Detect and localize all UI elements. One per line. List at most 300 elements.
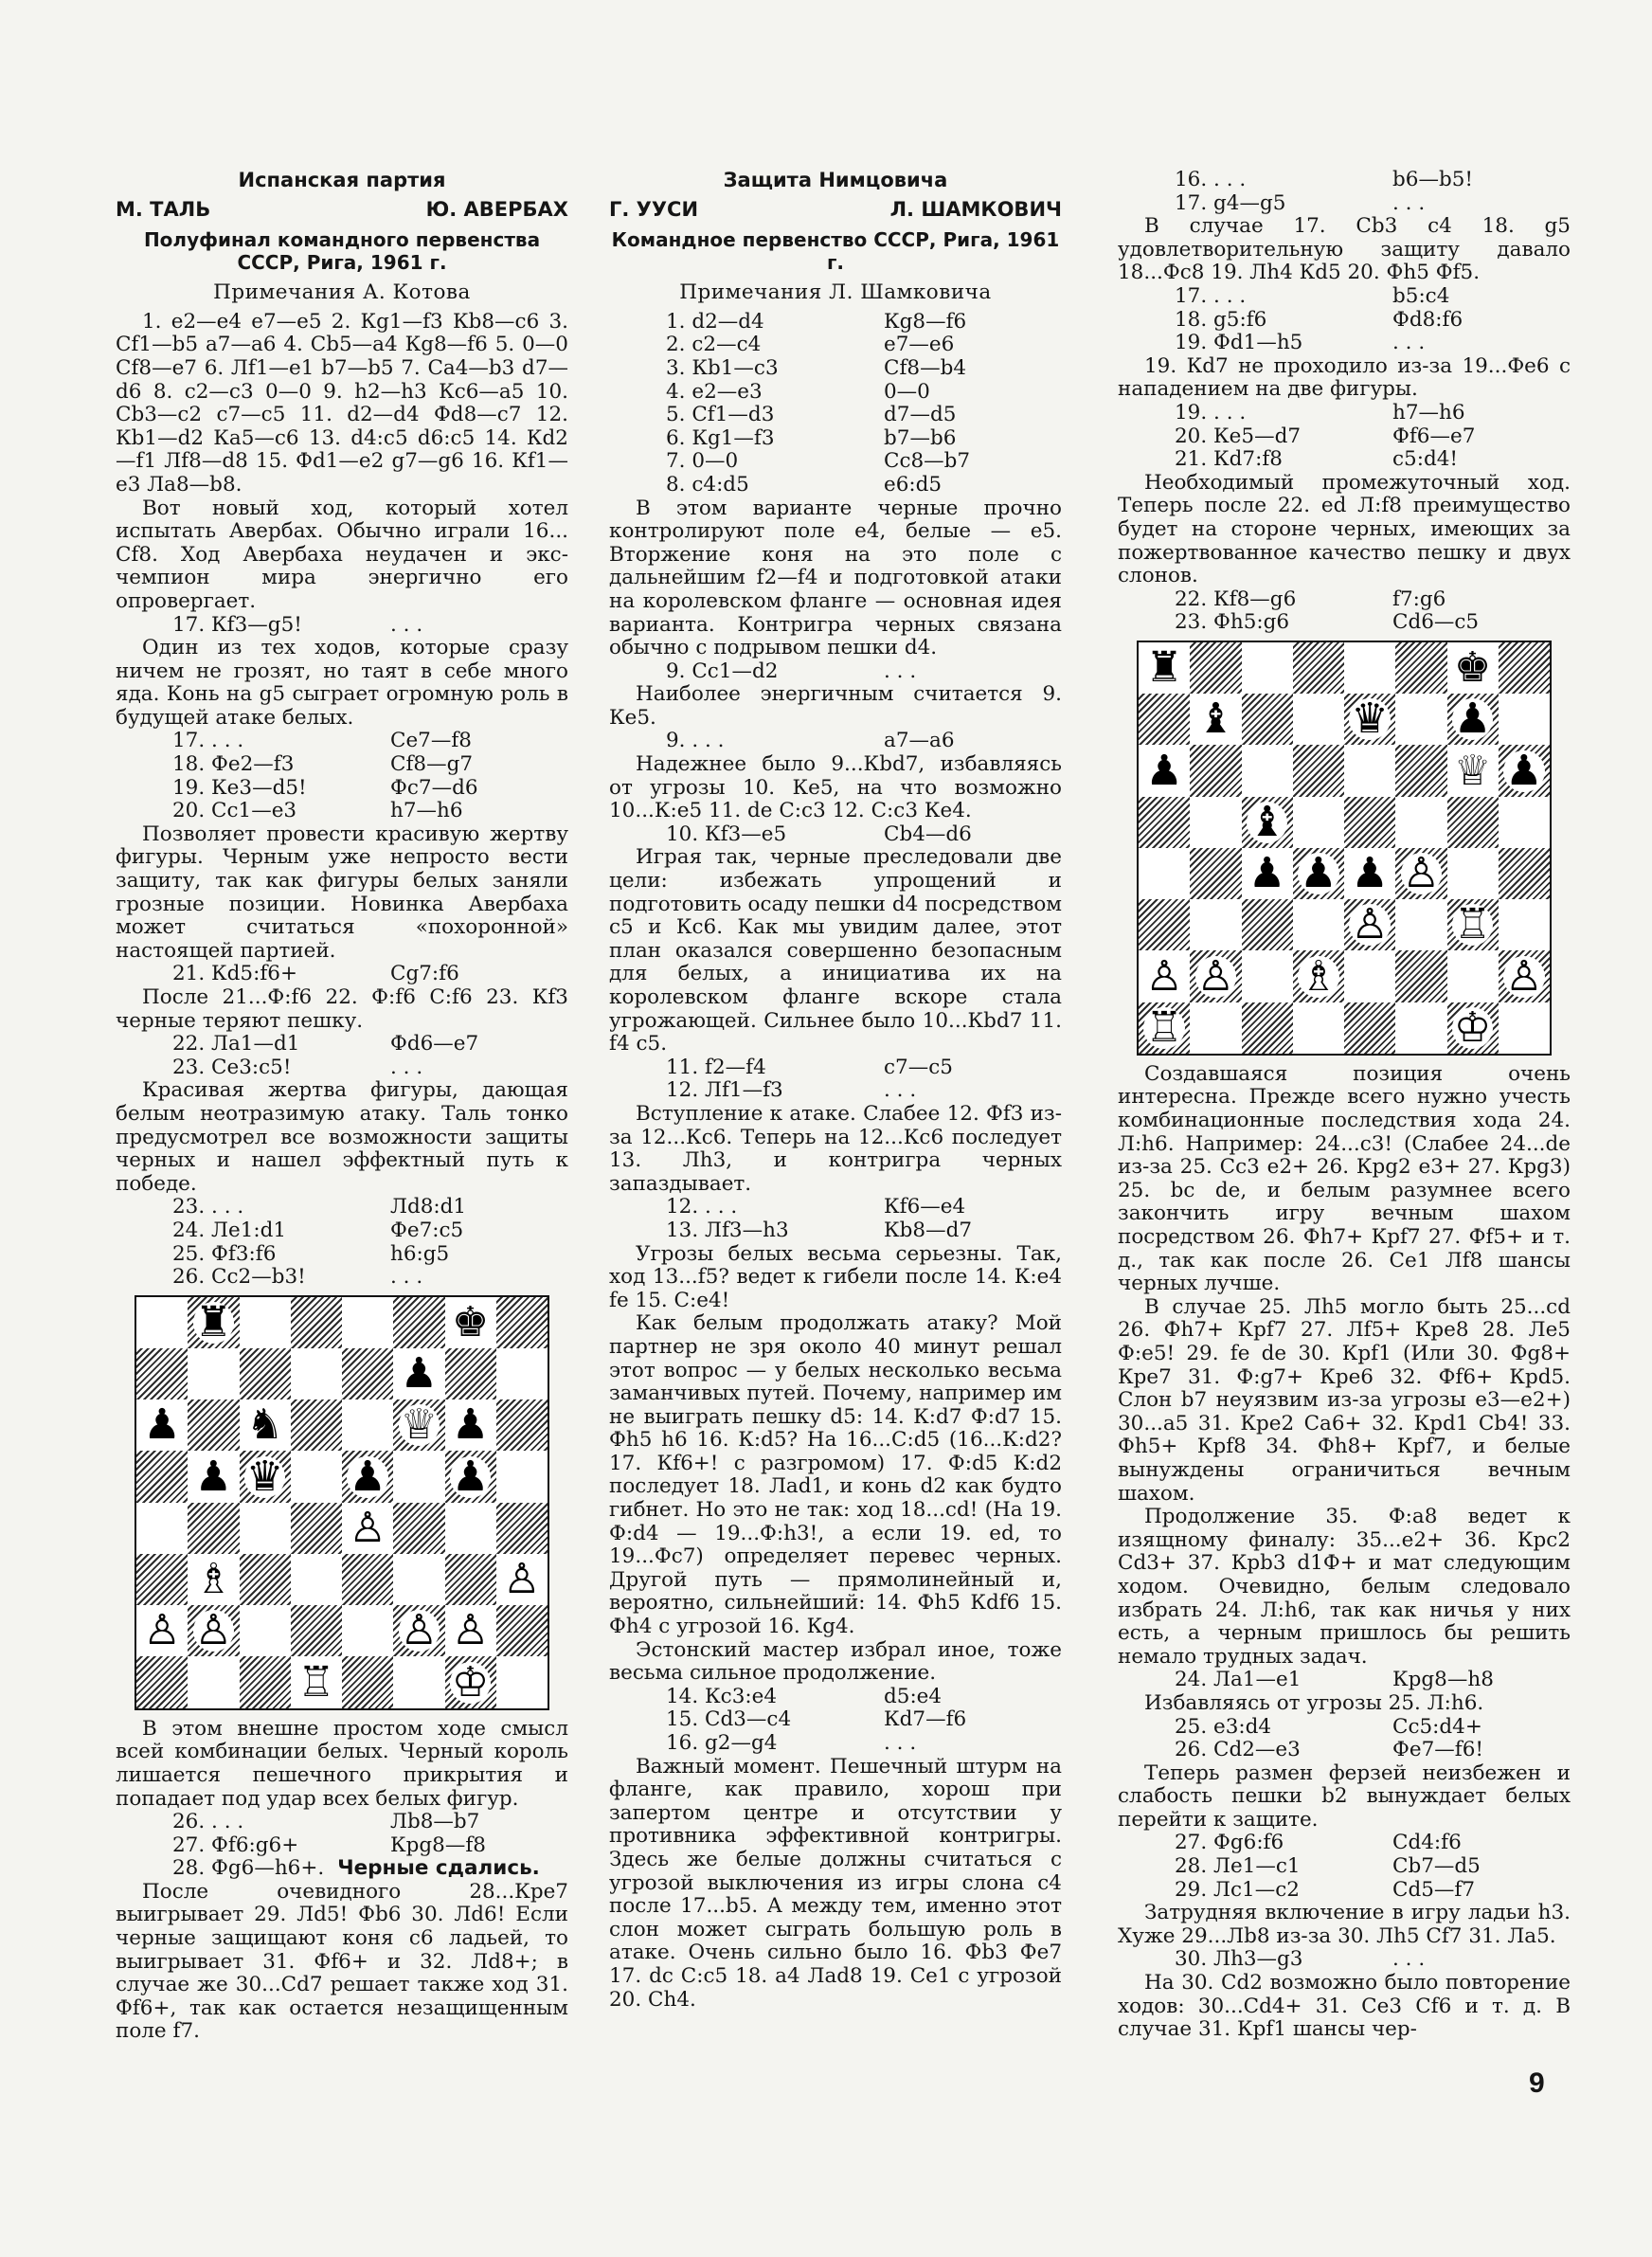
- white-move: 4. е2—е3: [666, 379, 763, 404]
- black-player: Л. ШАМКОВИЧ: [889, 197, 1062, 221]
- chess-piece: ♙: [349, 1503, 386, 1552]
- board-square: [342, 1656, 393, 1707]
- board-square: [496, 1554, 548, 1605]
- black-move: . . .: [1392, 190, 1426, 215]
- white-move: 20. Ке5—d7: [1175, 424, 1302, 448]
- black-move: h7—h6: [390, 799, 463, 823]
- chess-diagram: [1137, 641, 1552, 1056]
- move-row: [116, 730, 568, 753]
- board-square: [445, 1399, 496, 1451]
- opening-title: Испанская партия: [238, 169, 446, 191]
- board-square: [445, 1451, 496, 1502]
- board-square: [445, 1656, 496, 1707]
- white-move: 8. с4:d5: [666, 472, 749, 497]
- opening-title: Защита Нимцовича: [723, 169, 948, 191]
- board-square: [496, 1348, 548, 1399]
- board-square: [1139, 1002, 1190, 1054]
- move-row: [116, 800, 568, 823]
- move-row: [609, 660, 1062, 684]
- black-move: а7—а6: [884, 729, 955, 753]
- board-square: [1447, 899, 1499, 950]
- board-square: [240, 1297, 291, 1348]
- white-move: 24. Ле1:d1: [172, 1218, 287, 1242]
- board-square: [445, 1554, 496, 1605]
- white-move: 16. . . .: [1175, 168, 1247, 191]
- chess-piece: ♙: [194, 1606, 233, 1655]
- move-row: [116, 1196, 568, 1219]
- white-move: 19. Ке3—d5!: [172, 775, 307, 800]
- black-move: Крg8—h8: [1392, 1668, 1494, 1692]
- move-list: [1118, 169, 1571, 215]
- board-square: [1395, 848, 1446, 899]
- board-square: [445, 1605, 496, 1656]
- board-square: [1447, 642, 1499, 694]
- move-row: [116, 963, 568, 986]
- white-move: 21. Кd7:f8: [1175, 447, 1283, 472]
- board-square: [1344, 797, 1395, 848]
- move-row: [609, 357, 1062, 381]
- move-row: [609, 427, 1062, 451]
- move-row: [609, 381, 1062, 405]
- board-square: [291, 1503, 342, 1554]
- chess-piece: ♟: [1145, 746, 1183, 795]
- board-square: [1395, 694, 1446, 745]
- move-row: [1118, 1879, 1571, 1903]
- white-move: 11. f2—f4: [666, 1055, 766, 1079]
- white-move: 3. Кb1—с3: [666, 355, 779, 380]
- board-square: [1344, 950, 1395, 1002]
- white-move: 19. . . .: [1175, 400, 1247, 424]
- board-square: [1190, 950, 1241, 1002]
- board-square: [496, 1297, 548, 1348]
- board-square: [136, 1503, 188, 1554]
- board-square: [1395, 642, 1446, 694]
- white-move: 17. . . .: [1175, 283, 1247, 308]
- board-square: [1499, 642, 1550, 694]
- board-square: [1499, 899, 1550, 950]
- white-move: 5. Сf1—d3: [666, 403, 775, 427]
- move-list: [609, 823, 1062, 847]
- move-list: [1118, 1948, 1571, 1972]
- board-square: [1344, 848, 1395, 899]
- move-row: [116, 1811, 568, 1834]
- black-move: е7—е6: [884, 333, 955, 357]
- board-square: [1190, 899, 1241, 950]
- chess-piece: ♟: [1505, 746, 1543, 795]
- board-square: [1293, 899, 1344, 950]
- board-square: [1447, 848, 1499, 899]
- chess-piece: ♙: [1145, 951, 1183, 1001]
- move-list: [1118, 1669, 1571, 1692]
- white-move: 18. Фе2—f3: [172, 752, 295, 777]
- chess-piece: ♟: [194, 1452, 233, 1501]
- black-move: . . .: [884, 1078, 917, 1103]
- event-title: Полуфинал командного первенства СССР, Рига, 1961 г.: [143, 228, 541, 275]
- board-square: [291, 1554, 342, 1605]
- black-move: Кb8—d7: [884, 1218, 973, 1242]
- paragraph: В случае 25. Лh5 могло быть 25...сd 26. Фh7+ Крf7 27. Лf5+ Кре8 28. Ле5 Ф:е5! 29. fе dе 30. Крf1 (Или 30. Фg8+ Кре7 31. Ф:g7+ Кре6 32. Фf6+ Крd5. Слон b7 неуязвим из-за угрозы е3—е2+) 30...а5 31. Кре2 Са6+ 32. Крd1 Сb4! 33. Фh5+ Крf8 34. Фh8+ Крf7, и белые вынуждены ограничиться вечным шахом.: [1118, 1294, 1571, 1506]
- move-row: [609, 474, 1062, 497]
- paragraph: Продолжение 35. Ф:а8 ведет к изящному финалу: 35...е2+ 36. Крс2 Сd3+ 37. Крb3 d1Ф+ и мат следующим ходом. Очевидно, белым следовало избрать 24. Л:h6, так как ничья у них есть, а черным пришлось бы решить немало трудных задач.: [1118, 1505, 1571, 1669]
- black-move: Фе7—f6!: [1392, 1738, 1484, 1762]
- black-move: Сb4—d6: [884, 822, 972, 846]
- white-move: 17. . . .: [172, 729, 244, 753]
- white-move: 15. Сd3—с4: [666, 1707, 792, 1732]
- board-square: [240, 1503, 291, 1554]
- move-row: [609, 823, 1062, 847]
- chess-piece: ♝: [1196, 695, 1235, 744]
- black-move: Фd6—е7: [390, 1032, 479, 1056]
- white-move: 27. Фg6:f6: [1175, 1831, 1284, 1855]
- move-row: [609, 1056, 1062, 1080]
- board-square: [188, 1399, 239, 1451]
- move-list: [1118, 1716, 1571, 1762]
- board-square: [393, 1554, 444, 1605]
- paragraph: В случае 17. Сb3 с4 18. g5 удовлетворительную защиту давало 18...Фс8 19. Лh4 Кd5 20. Фh5 Фf5.: [1118, 214, 1571, 285]
- chess-piece: ♖: [1453, 900, 1492, 949]
- chess-piece: ♟: [1453, 695, 1492, 744]
- chess-piece: ♟: [349, 1452, 386, 1501]
- chess-piece: ♛: [245, 1452, 284, 1501]
- white-move: 14. Кс3:е4: [666, 1684, 778, 1708]
- board-square: [1190, 848, 1241, 899]
- annotator: Примечания Л. Шамковича: [679, 280, 992, 305]
- black-move: е6:d5: [884, 472, 943, 497]
- black-move: Лb8—b7: [390, 1810, 480, 1834]
- annotator: Примечания А. Котова: [213, 280, 471, 305]
- white-move: 1. d2—d4: [666, 309, 764, 334]
- move-row: [1118, 332, 1571, 355]
- move-list: [1118, 402, 1571, 472]
- board-square: [188, 1297, 239, 1348]
- black-move: d7—d5: [884, 403, 957, 427]
- players-line: [609, 198, 1062, 222]
- paragraph: 1. е2—е4 е7—е5 2. Кg1—f3 Кb8—с6 3. Сf1—b5 а7—а6 4. Сb5—а4 Кg8—f6 5. 0—0 Сf8—е7 6. Лf1—е1 b7—b5 7. Са4—b3 d7—d6 8. с2—с3 0—0 9. h2—h3 Кс6—а5 10. Сb3—с2 с7—с5 11. d2—d4 Фd8—с7 12. Кb1—d2 Ка5—с6 13. d4:с5 d6:с5 14. Кd2—f1 Лf8—d8 15. Фd1—е2 g7—g6 16. Кf1—е3 Ла8—b8.: [116, 309, 568, 497]
- paragraph: Теперь размен ферзей неизбежен и слабость пешки b2 вынуждает белых перейти к защите.: [1118, 1760, 1571, 1832]
- black-move: Лd8:d1: [390, 1195, 467, 1219]
- black-move: с5:d4!: [1392, 447, 1459, 472]
- paragraph: Затрудняя включение в игру ладьи h3. Хуже 29...Лb8 из-за 30. Лh5 Сf7 31. Ла5.: [1118, 1901, 1571, 1948]
- white-player: М. ТАЛЬ: [116, 197, 211, 221]
- white-move: 6. Кg1—f3: [666, 425, 775, 450]
- chess-piece: ♙: [143, 1606, 181, 1655]
- board-square: [445, 1348, 496, 1399]
- chess-piece: ♗: [194, 1555, 233, 1604]
- board-square: [1344, 1002, 1395, 1054]
- board-square: [1139, 642, 1190, 694]
- move-row: [1118, 1739, 1571, 1762]
- white-move: 22. Кf8—g6: [1175, 587, 1297, 611]
- move-list: [116, 1196, 568, 1289]
- move-row: [116, 1834, 568, 1858]
- move-row: [1118, 611, 1571, 635]
- move-row: 28. Фg6—h6+. Черные сдались.: [172, 1856, 540, 1881]
- paragraph: В этом варианте черные прочно контролируют поле е4, белые — е5. Вторжение коня на это поле с дальнейшим f2—f4 и подготовкой атаки на королевском фланге — основная идея варианта. Контригра черных связана обычно с подрывом пешки d4.: [609, 496, 1062, 660]
- move-list: [609, 730, 1062, 753]
- board-square: [136, 1348, 188, 1399]
- board-square: [1242, 694, 1293, 745]
- move-row: [1118, 1716, 1571, 1740]
- move-list: [116, 1811, 568, 1857]
- move-row: [1118, 169, 1571, 192]
- board-square: [1344, 745, 1395, 796]
- move-row: [1118, 309, 1571, 333]
- white-move: 26. Сс2—b3!: [172, 1265, 306, 1290]
- paragraph: В этом внешне простом ходе смысл всей комбинации белых. Черный король лишается пешечного прикрытия и попадает под удар всех белых фигур.: [116, 1716, 568, 1811]
- chess-piece: ♜: [1145, 643, 1183, 692]
- white-move: 30. Лh3—g3: [1175, 1947, 1303, 1972]
- black-move: . . .: [390, 1265, 423, 1290]
- board-square: [291, 1656, 342, 1707]
- board-square: [136, 1554, 188, 1605]
- board-square: [188, 1451, 239, 1502]
- board-square: [1447, 694, 1499, 745]
- board-square: [291, 1297, 342, 1348]
- board-square: [342, 1348, 393, 1399]
- chess-piece: ♟: [1248, 849, 1286, 897]
- white-move: 9. . . .: [666, 729, 725, 753]
- white-move: 22. Ла1—d1: [172, 1032, 300, 1056]
- board-square: [1447, 745, 1499, 796]
- paragraph: Позволяет провести красивую жертву фигуры. Черным уже непросто вести защиту, так как фигуры белых заняли грозные позиции. Новинка Авербаха может считаться «похоронной» настоящей партией.: [116, 822, 568, 963]
- move-row: [609, 311, 1062, 334]
- board-square: [188, 1656, 239, 1707]
- chess-piece: ♟: [1351, 849, 1389, 897]
- black-move: Фс7—d6: [390, 775, 478, 800]
- board-square: [240, 1605, 291, 1656]
- white-move: 13. Лf3—h3: [666, 1218, 789, 1242]
- move-list: [116, 1033, 568, 1079]
- move-row: [116, 1056, 568, 1080]
- board-square: [1447, 950, 1499, 1002]
- move-row: [116, 1033, 568, 1056]
- board-square: [445, 1503, 496, 1554]
- board-square: [342, 1554, 393, 1605]
- move-row: [1118, 1948, 1571, 1972]
- board-square: [1139, 848, 1190, 899]
- move-list: [116, 963, 568, 986]
- move-list: [609, 1056, 1062, 1103]
- board-square: [240, 1399, 291, 1451]
- black-move: b5:с4: [1392, 283, 1450, 308]
- paragraph: Важный момент. Пешечный штурм на фланге, как правило, хорош при запертом центре и отсутствии у противника эффективной контригры. Здесь же белые должны считаться с угрозой выключения из игры слона с4 после 17...b5. А между тем, именно этот слон может сыграть большую роль в атаке. Очень сильно было 16. Фb3 Фе7 17. dс С:с5 18. а4 Лаd8 19. Се1 с угрозой 20. Сh4.: [609, 1754, 1062, 2012]
- board-square: [496, 1656, 548, 1707]
- board-square: [188, 1348, 239, 1399]
- move-row: [609, 1079, 1062, 1103]
- board-square: [1293, 745, 1344, 796]
- black-move: Кg8—f6: [884, 309, 967, 334]
- paragraph: Создавшаяся позиция очень интересна. Прежде всего нужно учесть комбинационные последствия хода 24. Л:h6. Например: 24...с3! (Слабее 24...dе из-за 25. Сс3 е2+ 26. Крg2 е3+ 27. Крg3) 25. bс dе, и белым разумнее всего закончить игру вечным шахом посредством 26. Фh7+ Крf7 27. Фf5+ и т. д., так как после 26. Се1 Лf8 шансы черных лучше.: [1118, 1061, 1571, 1296]
- move-row: [1118, 192, 1571, 216]
- board-square: [1139, 899, 1190, 950]
- move-list: [1118, 1832, 1571, 1902]
- board-square: [188, 1503, 239, 1554]
- board-square: [1190, 745, 1241, 796]
- board-square: [136, 1605, 188, 1656]
- column-3: [1118, 169, 1571, 2042]
- board-square: [136, 1297, 188, 1348]
- chess-piece: ♟: [400, 1349, 439, 1399]
- black-move: h7—h6: [1392, 400, 1465, 424]
- paragraph: Надежнее было 9...Кbd7, избавляясь от угрозы 10. Ке5, на что возможно 10...К:е5 11. dе С:с3 12. С:с3 Ке4.: [609, 752, 1062, 823]
- black-move: h6:g5: [390, 1241, 450, 1266]
- move-row: [1118, 448, 1571, 472]
- column-2: [609, 169, 1062, 2012]
- paragraph: После очевидного 28...Кре7 выигрывает 29. Лd5! Фb6 30. Лd6! Если черные защищают коня с6 ладьей, то выигрывает 31. Фf6+ и 32. Лd8+; в случае же 30...Сd7 решает также ход 31. Фf6+, так как остается незащищенным поле f7.: [116, 1879, 568, 2044]
- chess-piece: ♙: [1351, 900, 1389, 949]
- chess-piece: ♙: [400, 1606, 439, 1655]
- black-move: Сg7:f6: [390, 962, 459, 986]
- white-move: 28. Ле1—с1: [1175, 1854, 1301, 1879]
- black-move: 0—0: [884, 379, 930, 404]
- board-square: [1242, 899, 1293, 950]
- resignation: Черные сдались.: [337, 1856, 540, 1881]
- black-move: . . .: [1392, 1947, 1426, 1972]
- board-square: [342, 1451, 393, 1502]
- white-move: 25. Фf3:f6: [172, 1241, 277, 1266]
- board-square: [1344, 899, 1395, 950]
- board-square: [1499, 950, 1550, 1002]
- move-row: [609, 1732, 1062, 1756]
- board-square: [393, 1503, 444, 1554]
- black-move: Кf6—е4: [884, 1195, 966, 1219]
- white-move: 23. Фh5:g6: [1175, 610, 1290, 635]
- chess-piece: ♝: [1248, 797, 1286, 846]
- white-move: 2. с2—с4: [666, 333, 762, 357]
- board-square: [1293, 950, 1344, 1002]
- move-list: [116, 730, 568, 822]
- move-row: [1118, 1832, 1571, 1855]
- chess-piece: ♖: [297, 1657, 335, 1706]
- board-square: [1242, 642, 1293, 694]
- move-list: [609, 1196, 1062, 1242]
- board-square: [496, 1451, 548, 1502]
- chess-piece: ♟: [451, 1400, 490, 1450]
- board-square: [1499, 1002, 1550, 1054]
- move-row: [116, 1243, 568, 1267]
- board-square: [496, 1605, 548, 1656]
- chess-piece: ♟: [143, 1400, 181, 1450]
- move-row: [116, 1266, 568, 1290]
- board-square: [291, 1399, 342, 1451]
- board-square: [1139, 745, 1190, 796]
- board-square: [136, 1451, 188, 1502]
- board-square: [1139, 950, 1190, 1002]
- white-move: 26. Сd2—е3: [1175, 1738, 1301, 1762]
- players-line: [116, 198, 568, 222]
- board-square: [1190, 1002, 1241, 1054]
- board-square: [1395, 899, 1446, 950]
- black-move: . . .: [1392, 331, 1426, 355]
- board-square: [342, 1605, 393, 1656]
- white-move: 20. Сс1—е3: [172, 799, 297, 823]
- board-square: [342, 1399, 393, 1451]
- black-move: Сb7—d5: [1392, 1854, 1481, 1879]
- chess-piece: ♜: [194, 1297, 233, 1346]
- white-move: 18. g5:f6: [1175, 307, 1267, 332]
- white-move: 26. . . .: [172, 1810, 244, 1834]
- move-row: [116, 777, 568, 801]
- black-move: Сd4:f6: [1392, 1831, 1462, 1855]
- board-square: [1293, 848, 1344, 899]
- board-square: [1395, 797, 1446, 848]
- move-row: [609, 1196, 1062, 1219]
- board-square: [1139, 694, 1190, 745]
- move-row: [609, 404, 1062, 427]
- black-move: Сс8—b7: [884, 449, 971, 474]
- board-square: [240, 1554, 291, 1605]
- move-row: [609, 730, 1062, 753]
- white-move: 23. . . .: [172, 1195, 244, 1219]
- move-row: [116, 753, 568, 777]
- board-square: [1344, 694, 1395, 745]
- white-move: 16. g2—g4: [666, 1731, 778, 1755]
- paragraph: Избавляясь от угрозы 25. Л:h6.: [1144, 1690, 1484, 1715]
- move-list: [609, 1686, 1062, 1756]
- paragraph: Эстонский мастер избрал иное, тоже весьма сильное продолжение.: [609, 1637, 1062, 1686]
- move-row: [609, 334, 1062, 357]
- chess-piece: ♗: [1300, 951, 1338, 1001]
- board-square: [1447, 1002, 1499, 1054]
- paragraph: Наиболее энергичным считается 9. Ке5.: [609, 682, 1062, 730]
- chess-piece: ♙: [1505, 951, 1543, 1001]
- move-list: [609, 311, 1062, 497]
- paragraph: Играя так, черные преследовали две цели: избежать упрощений и подготовить осаду пешки d4 посредством с5 и Кс6. Как мы увидим далее, этот план оказался совершенно безопасным для белых, а инициатива их на королевском фланге вскоре стала угрожающей. Сильнее было 10...Кbd7 11. f4 с5.: [609, 845, 1062, 1056]
- black-move: f7:g6: [1392, 587, 1446, 611]
- black-move: . . .: [884, 659, 917, 683]
- board-square: [1499, 797, 1550, 848]
- paragraph: 19. Кd7 не проходило из-за 19...Фе6 с нападением на две фигуры.: [1118, 353, 1571, 402]
- black-move: . . .: [390, 1055, 423, 1079]
- board-square: [136, 1656, 188, 1707]
- board-square: [1139, 797, 1190, 848]
- board-square: [1344, 642, 1395, 694]
- move-list: [1118, 588, 1571, 635]
- board-square: [1293, 1002, 1344, 1054]
- black-move: Фd8:f6: [1392, 307, 1463, 332]
- paragraph: Вот новый ход, который хотел испытать Авербах. Обычно играли 16... Сf8. Ход Авербаха неудачен и экс-чемпион мира энергично его опровергает.: [116, 496, 568, 613]
- chess-piece: ♙: [503, 1555, 541, 1604]
- move-row: [609, 1686, 1062, 1709]
- move-row: [1118, 588, 1571, 612]
- board-square: [1242, 848, 1293, 899]
- board-square: [393, 1656, 444, 1707]
- black-player: Ю. АВЕРБАХ: [425, 197, 568, 221]
- white-move: 9. Сс1—d2: [666, 659, 779, 683]
- chess-piece: ♙: [1196, 951, 1235, 1001]
- board-square: [393, 1399, 444, 1451]
- white-move: 24. Ла1—е1: [1175, 1668, 1302, 1692]
- black-move: Сf8—b4: [884, 355, 967, 380]
- move-row: [1118, 285, 1571, 309]
- board-square: [393, 1605, 444, 1656]
- board-square: [393, 1297, 444, 1348]
- column-1: [116, 169, 568, 2044]
- board-square: [291, 1451, 342, 1502]
- chess-piece: ♚: [1453, 643, 1492, 692]
- event-title: Командное первенство СССР, Рига, 1961 г.: [611, 228, 1060, 275]
- board-square: [188, 1554, 239, 1605]
- board-square: [1499, 694, 1550, 745]
- board-square: [1242, 745, 1293, 796]
- chess-piece: ♔: [1453, 1002, 1492, 1052]
- white-move: 27. Фf6:g6+: [172, 1833, 299, 1857]
- board-square: [1499, 745, 1550, 796]
- board-square: [1190, 642, 1241, 694]
- move-row: [609, 450, 1062, 474]
- board-square: [1242, 1002, 1293, 1054]
- paragraph: Вступление к атаке. Слабее 12. Фf3 из-за 12...Кс6. Теперь на 12...Кс6 последует 13. Лh3, и контригра черных запаздывает.: [609, 1101, 1062, 1196]
